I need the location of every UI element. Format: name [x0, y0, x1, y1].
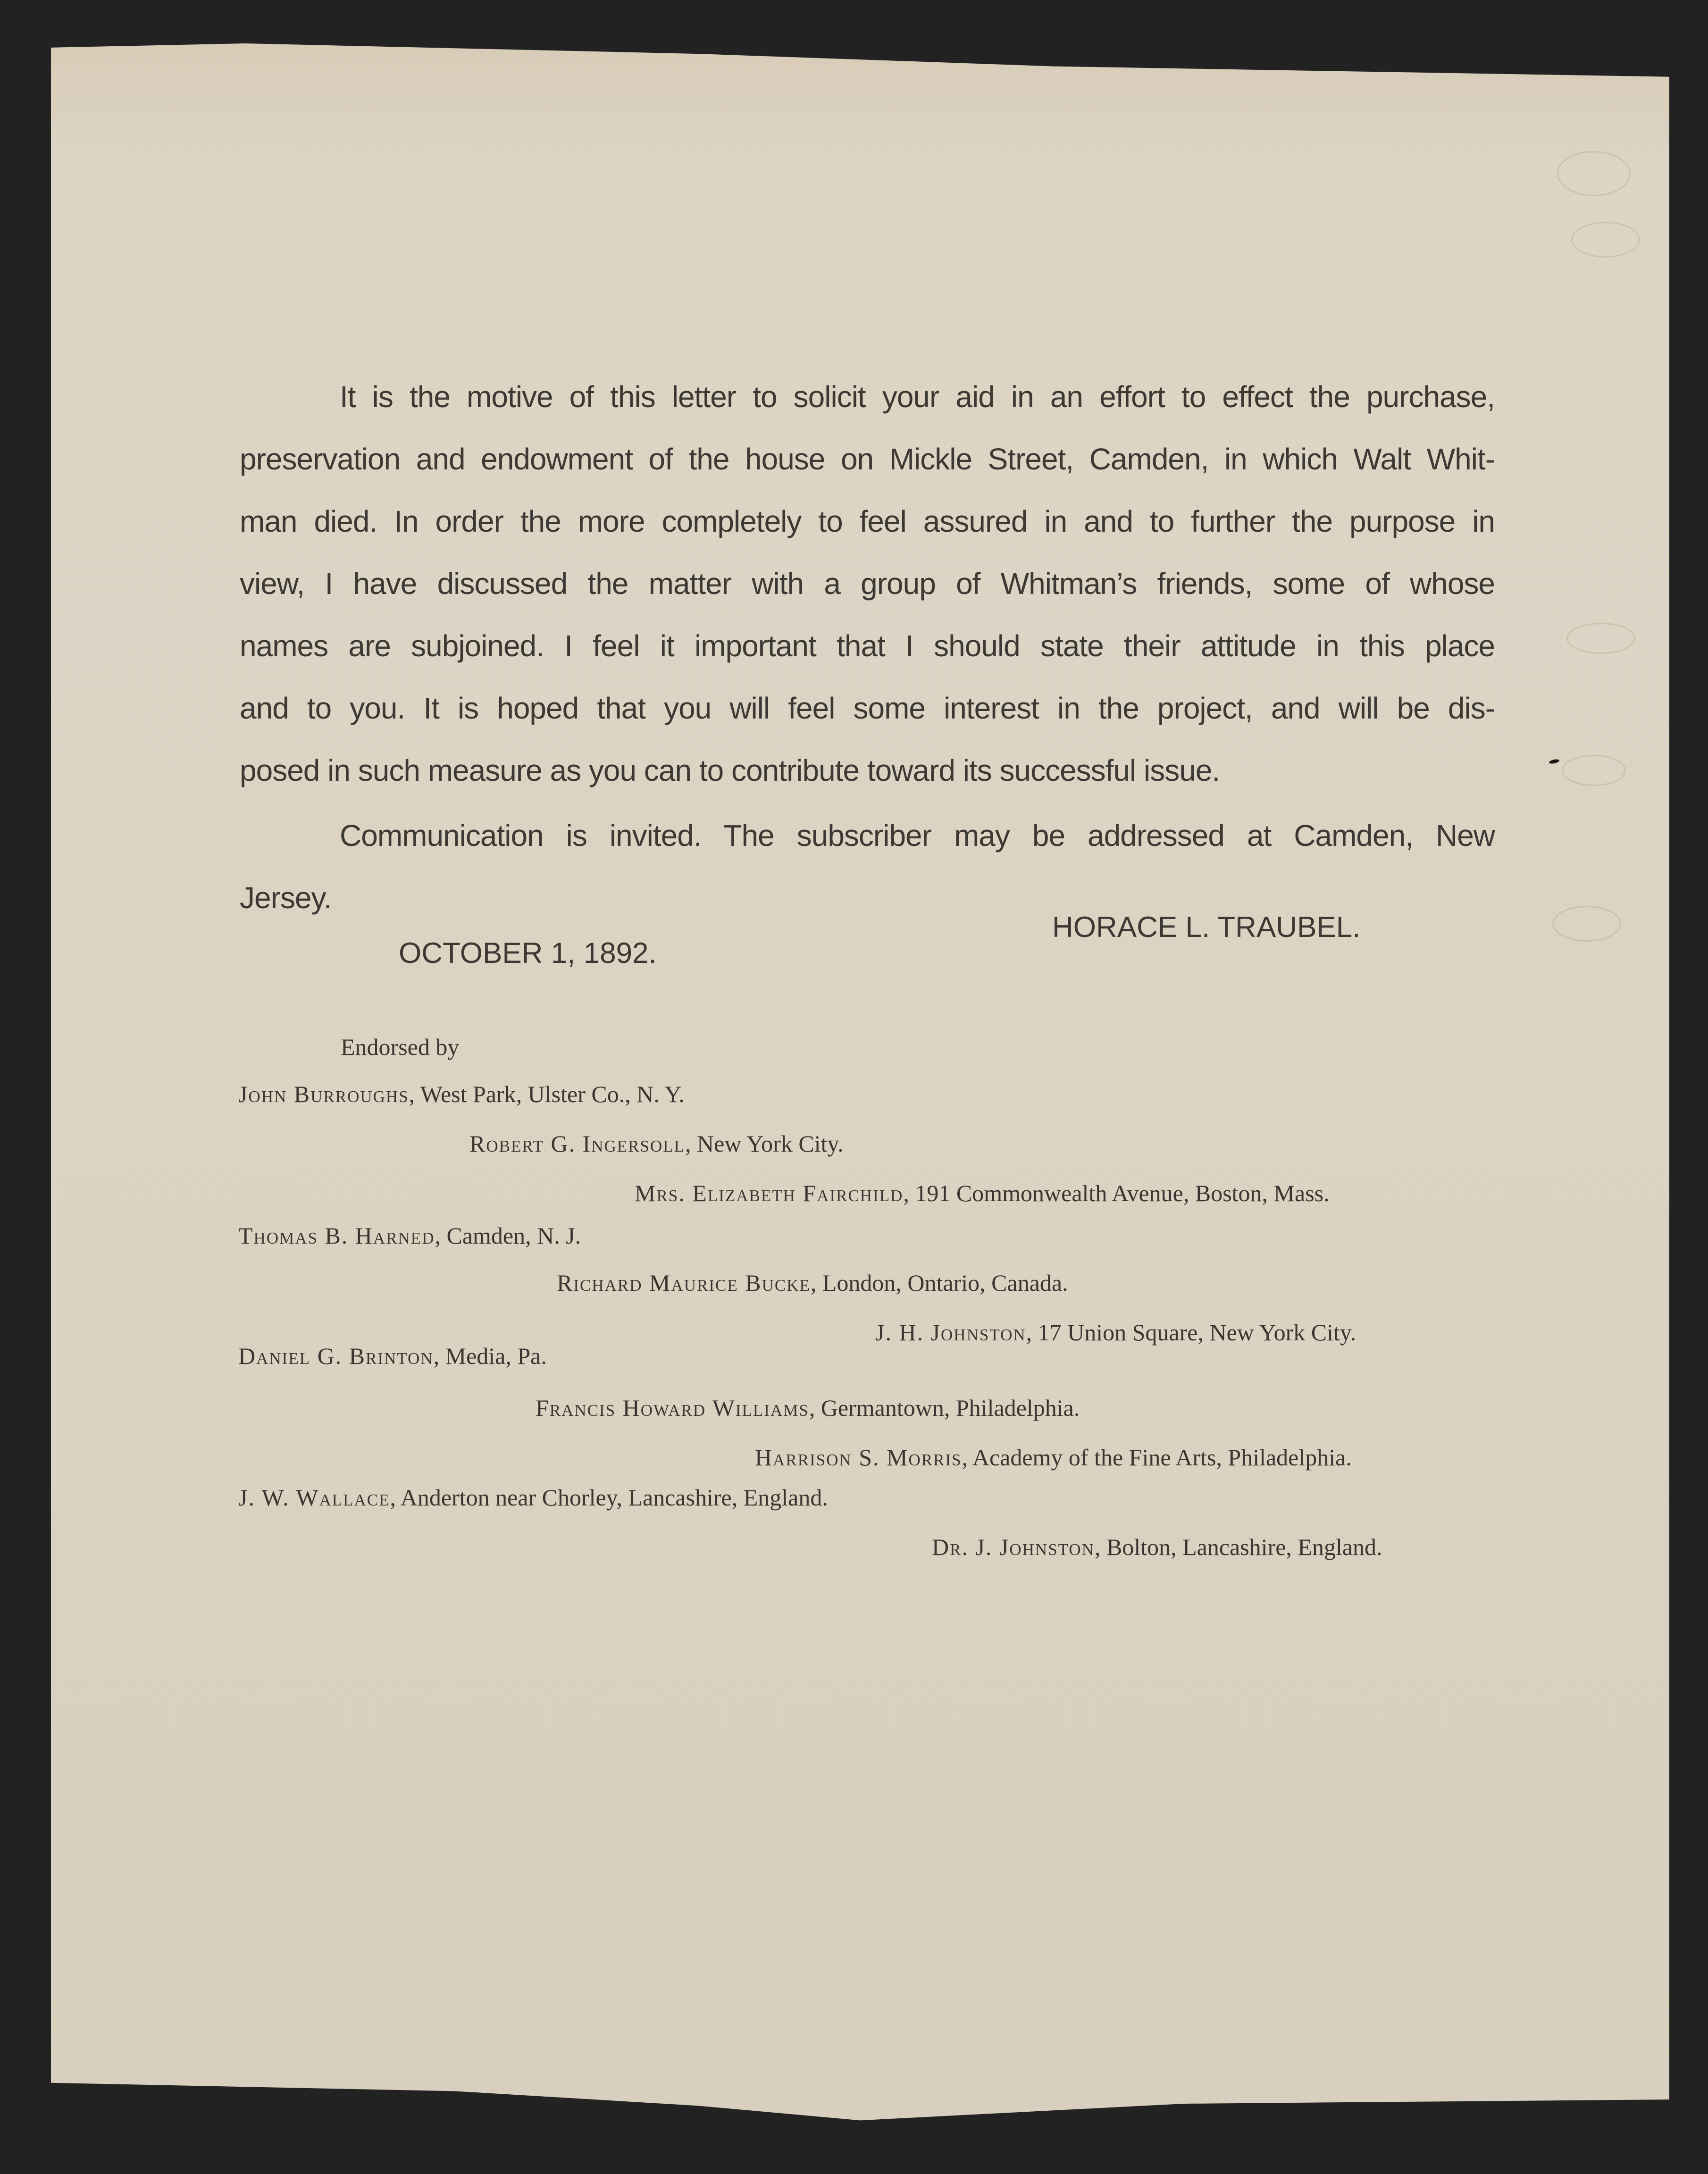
endorser-name: Mrs. Elizabeth Fairchild — [635, 1180, 904, 1206]
endorsement-entry — [557, 1269, 1068, 1296]
paragraph-line: preservation and endowment of the house on Mickle Street, Camden, in which Walt Whit- — [240, 442, 1495, 476]
endorsement-entry — [238, 1484, 828, 1511]
endorsement-entry — [932, 1533, 1382, 1561]
endorsement-entry — [536, 1394, 1080, 1421]
endorser-location: , Academy of the Fine Arts, Philadelphia. — [962, 1444, 1352, 1471]
endorser-location: , Camden, N. J. — [435, 1222, 581, 1249]
paragraph-line: names are subjoined. I feel it important that I should state their attitude in this place — [240, 629, 1495, 663]
endorser-location: , Bolton, Lancashire, England. — [1094, 1534, 1382, 1560]
endorser-location: , 191 Commonwealth Avenue, Boston, Mass. — [903, 1180, 1330, 1206]
endorser-location: , New York City. — [685, 1130, 844, 1157]
paragraph-line: It is the motive of this letter to solicit your aid in an effort to effect the purchase, — [340, 380, 1495, 414]
endorser-name: Francis Howard Williams — [536, 1395, 809, 1421]
endorser-name: Richard Maurice Bucke — [557, 1270, 811, 1296]
paragraph-line: view, I have discussed the matter with a group of Whitman’s friends, some of whose — [240, 567, 1495, 601]
paragraph-line: Communication is invited. The subscriber may be addressed at Camden, New — [340, 819, 1495, 853]
endorser-name: J. H. Johnston — [875, 1319, 1026, 1346]
endorser-name: J. W. Wallace — [238, 1484, 390, 1511]
endorser-name: Robert G. Ingersoll — [469, 1130, 686, 1157]
endorser-location: , Anderton near Chorley, Lancashire, England. — [390, 1484, 828, 1511]
paragraph-line: man died. In order the more completely to feel assured in and to further the purpose in — [240, 504, 1495, 538]
endorser-name: John Burroughs — [238, 1081, 409, 1107]
endorsement-entry — [238, 1222, 581, 1249]
paragraph-line: Jersey. — [240, 881, 332, 915]
endorsement-entry — [469, 1130, 844, 1157]
margin-pencil-mark — [1566, 623, 1635, 654]
paragraph-line: posed in such measure as you can to contribute toward its successful issue. — [240, 753, 1220, 787]
endorsed-by-heading: Endorsed by — [341, 1034, 460, 1060]
margin-pencil-mark — [1562, 755, 1626, 786]
letter-date: OCTOBER 1, 1892. — [399, 937, 657, 970]
endorser-name: Dr. J. Johnston — [932, 1534, 1095, 1560]
margin-pencil-mark — [1557, 151, 1631, 196]
margin-pencil-mark — [1552, 906, 1621, 942]
endorsement-entry — [635, 1179, 1330, 1207]
paragraph-line: and to you. It is hoped that you will feel some interest in the project, and will be dis- — [240, 691, 1495, 725]
endorser-location: , Germantown, Philadelphia. — [809, 1395, 1080, 1421]
margin-pencil-mark — [1571, 222, 1640, 258]
endorser-location: , Media, Pa. — [433, 1343, 547, 1369]
signature-name: HORACE L. TRAUBEL. — [1052, 911, 1361, 944]
endorser-location: , London, Ontario, Canada. — [810, 1270, 1068, 1296]
endorser-name: Thomas B. Harned — [238, 1222, 435, 1249]
endorser-name: Harrison S. Morris — [755, 1444, 962, 1471]
endorsement-entry — [238, 1080, 685, 1108]
endorsement-entry — [875, 1319, 1356, 1346]
endorsement-entry — [755, 1444, 1352, 1471]
endorser-location: , 17 Union Square, New York City. — [1026, 1319, 1356, 1346]
endorser-location: , West Park, Ulster Co., N. Y. — [409, 1081, 685, 1107]
endorsement-entry — [238, 1342, 547, 1370]
letter-paragraph-1 — [240, 366, 1495, 802]
endorser-name: Daniel G. Brinton — [238, 1343, 434, 1369]
